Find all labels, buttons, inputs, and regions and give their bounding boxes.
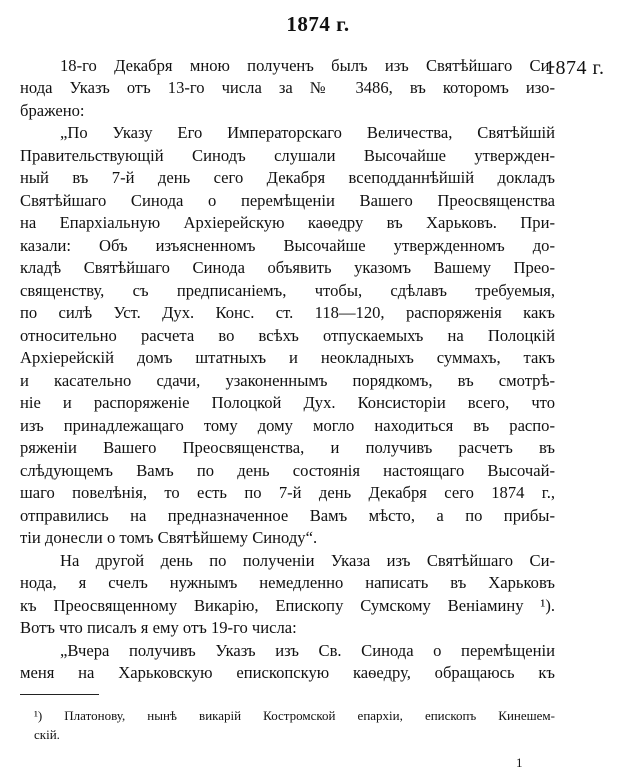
text-line: слѣдующемъ Вамъ по день состоянiя настоящаго Высочай- — [20, 461, 555, 480]
text-line: Святѣйшаго Синода о перемѣщенiи Вашего Преосвященства — [20, 191, 555, 210]
footnote-line: ¹) Платонову, нынѣ викарiй Костромской епархiи, епископъ Кинешем- — [34, 708, 555, 723]
text-line: нода, я счелъ нужнымъ немедленно написать въ Харьковъ — [20, 573, 555, 592]
text-line: кладѣ Святѣйшаго Синода объявить указомъ Вашему Прео- — [20, 258, 555, 277]
text-line: казали: Объ изъясненномъ Высочайше утвержденномъ до- — [20, 236, 555, 255]
text-line: и касательно сдачи, узаконеннымъ порядкомъ, въ смотрѣ- — [20, 371, 555, 390]
text-line: священству, съ предписанiемъ, чтобы, сдѣлавъ требуемыя, — [20, 281, 555, 300]
footnote-line: скiй. — [34, 727, 60, 742]
text-line: отправились на предназначенное Вамъ мѣсто, а по прибы- — [20, 506, 555, 525]
text-line: ный въ 7-й день сего Декабря всеподданнѣйшiй докладъ — [20, 168, 555, 187]
text-line: меня на Харьковскую епископскую каѳедру, обращаюсь къ — [20, 663, 555, 682]
text-line: къ Преосвященному Викарiю, Епископу Сумскому Венiамину ¹). — [20, 596, 555, 615]
text-line: На другой день по полученiи Указа изъ Святѣйшаго Си- — [60, 551, 555, 570]
text-line: Правительствующiй Синодъ слушали Высочайше утвержден- — [20, 146, 555, 165]
text-line: изъ принадлежащаго тому дому могло находиться въ распо- — [20, 416, 555, 435]
text-line: 18-го Декабря мною полученъ былъ изъ Святѣйшаго Си- — [60, 56, 555, 75]
page-number: 1 — [516, 755, 523, 770]
text-line: Вотъ что писалъ я ему отъ 19-го числа: — [20, 618, 297, 637]
footnote-rule — [20, 694, 99, 695]
text-line: „По Указу Его Императорскаго Величества, Святѣйшiй — [60, 123, 555, 142]
page-heading: 1874 г. — [286, 12, 350, 36]
text-line: нода Указъ отъ 13-го числа за № 3486, въ которомъ изо- — [20, 78, 555, 97]
text-line: тiи донесли о томъ Святѣйшему Синоду“. — [20, 528, 318, 547]
text-line: „Вчера получивъ Указъ изъ Св. Синода о перемѣщенiи — [60, 641, 555, 660]
text-line: бражено: — [20, 101, 85, 120]
text-line: шаго повелѣнiя, то есть по 7-й день Декабря сего 1874 г., — [20, 483, 555, 502]
text-line: ряженiи Вашего Преосвященства, и получивъ расчетъ въ — [20, 438, 555, 457]
margin-year-note: 1874 г. — [545, 57, 605, 79]
text-line: нiе и распоряженiе Полоцкой Дух. Консисторiи всего, что — [20, 393, 555, 412]
text-line: по силѣ Уст. Дух. Конс. ст. 118—120, распоряженiя какъ — [20, 303, 555, 322]
text-line: относительно расчета во всѣхъ отпускаемыхъ на Полоцкiй — [20, 326, 555, 345]
text-line: Архiерейскiй домъ штатныхъ и неокладныхъ суммахъ, такъ — [20, 348, 555, 367]
text-line: на Епархiальную Архiерейскую каѳедру въ Харьковъ. При- — [20, 213, 555, 232]
